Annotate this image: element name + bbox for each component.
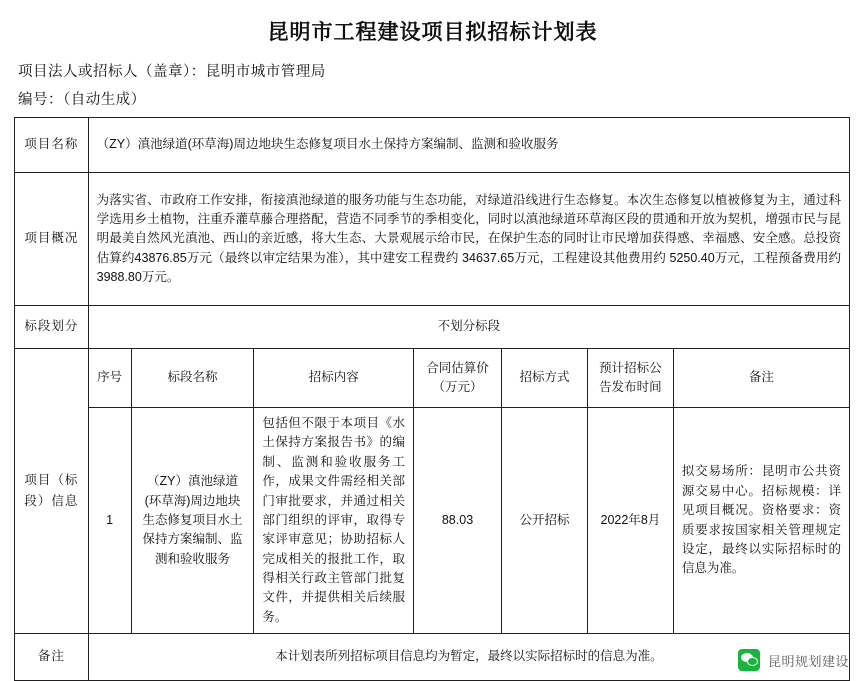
document-page <box>0 16 865 681</box>
table-row-project-overview <box>15 173 850 306</box>
leaf-circle-icon <box>738 649 760 671</box>
row-label-section-division: 标段划分 <box>15 306 89 349</box>
meta-label-number: 编号： <box>18 92 63 108</box>
cell-contract-estimate: 88.03 <box>414 408 502 634</box>
meta-line-applicant <box>18 60 851 81</box>
row-value-project-overview: 为落实省、市政府工作安排，衔接滇池绿道的服务功能与生态功能，对绿道沿线进行生态修复。本次生态修复以植被修复为主，通过科学选用乡土植物，注重乔灌草藤合理搭配，营造不同季节的季相变化，同时以滇池绿道环草海区段的贯通和开放为契机，增强市民与昆明最美自然风光滇池、西山的亲近感，将大生态、大景观展示给市民，在保护生态的同时让市民增加获得感、幸福感、安全感。总投资估算约43876.85万元（最终以审定结果为准），其中建安工程费约 34637.65万元，工程建设其他费用约 5250.40万元，工程预备费用约3988.80万元。 <box>88 173 849 306</box>
table-header-row-section-info <box>15 349 850 408</box>
meta-line-number <box>18 88 851 109</box>
cell-bid-method: 公开招标 <box>502 408 588 634</box>
row-label-project-overview: 项目概况 <box>15 173 89 306</box>
col-header-remark: 备注 <box>673 349 849 408</box>
col-header-contract-estimate: 合同估算价（万元） <box>414 349 502 408</box>
table-row-footer-remark <box>15 634 850 681</box>
meta-label-applicant: 项目法人或招标人（盖章）： <box>18 64 206 80</box>
row-label-section-info-text: 项目（标段）信息 <box>24 473 79 509</box>
cell-section-name: （ZY）滇池绿道(环草海)周边地块生态修复项目水土保持方案编制、监测和验收服务 <box>131 408 254 634</box>
row-value-section-division: 不划分标段 <box>88 306 849 349</box>
row-label-section-info <box>15 349 89 634</box>
row-label-footer-remark: 备注 <box>15 634 89 681</box>
footer-brand <box>738 649 849 671</box>
cell-content: 包括但不限于本项目《水土保持方案报告书》的编制、监测和验收服务工作，成果文件需经相关部门审批要求，并通过相关部门组织的评审，取得专家评审意见；协助招标人完成相关的报批工作，取得相关行政主管部门批复文件，并提供相关后续服务。 <box>254 408 414 634</box>
col-header-publish-time: 预计招标公告发布时间 <box>587 349 673 408</box>
cell-publish-time: 2022年8月 <box>587 408 673 634</box>
meta-value-number: （自动生成） <box>63 92 146 108</box>
col-header-bid-method: 招标方式 <box>502 349 588 408</box>
row-value-footer-remark: 本计划表所列招标项目信息均为暂定，最终以实际招标时的信息为准。 <box>88 634 849 681</box>
table-row-section-data <box>15 408 850 634</box>
col-header-content: 招标内容 <box>254 349 414 408</box>
page-title: 昆明市工程建设项目拟招标计划表 <box>267 21 598 44</box>
table-row-project-name <box>15 118 850 173</box>
col-header-section-name: 标段名称 <box>131 349 254 408</box>
cell-index: 1 <box>88 408 131 634</box>
col-header-index: 序号 <box>88 349 131 408</box>
meta-value-applicant: 昆明市城市管理局 <box>205 64 326 80</box>
row-label-project-name: 项目名称 <box>15 118 89 173</box>
row-value-project-name: （ZY）滇池绿道(环草海)周边地块生态修复项目水土保持方案编制、监测和验收服务 <box>88 118 849 173</box>
cell-remark: 拟交易场所：昆明市公共资源交易中心。招标规模：详见项目概况。资格要求：资质要求按国家相关管理规定设定，最终以实际招标时的信息为准。 <box>673 408 849 634</box>
brand-name: 昆明规划建设 <box>767 653 849 669</box>
table-row-section-division <box>15 306 850 349</box>
plan-table <box>14 117 850 681</box>
